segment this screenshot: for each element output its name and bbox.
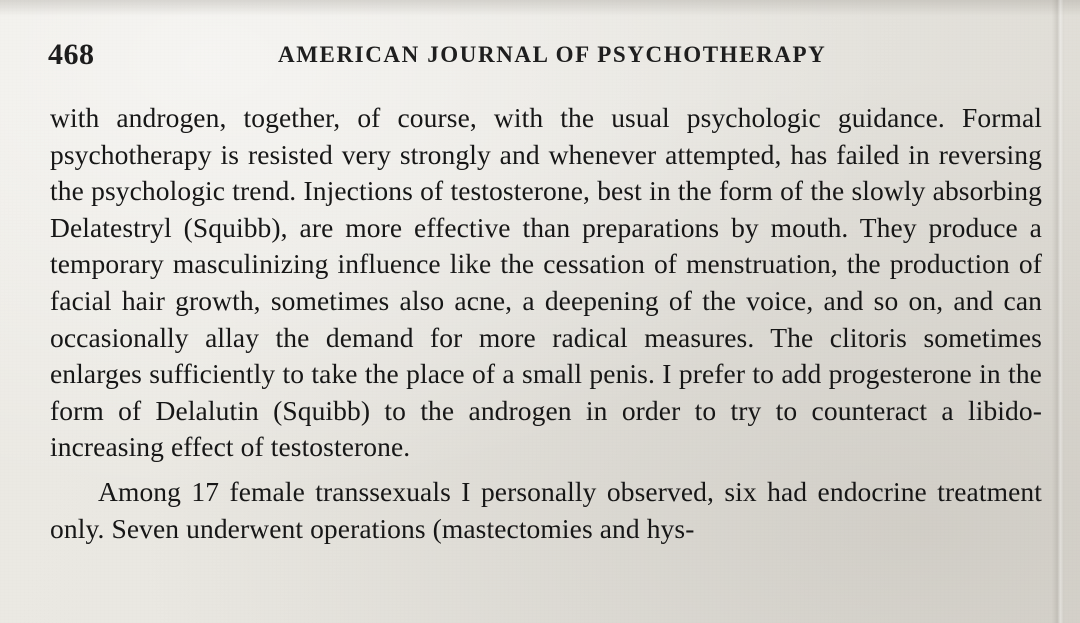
running-head <box>0 38 1080 72</box>
page-crease <box>1052 0 1064 623</box>
paragraph: with androgen, together, of course, with the usual psychologic guidance. Formal psychotherapy is resisted very strongly and whenever attempted, has failed in reversing the psychologic trend. Injections of testosterone, best in the form of the slowly absorbing Delatestryl (Squibb), are more effective than preparations by mouth. They produce a temporary masculinizing influence like the cessation of menstruation, the production of facial hair growth, sometimes also acne, a deepening of the voice, and so on, and can occasionally allay the demand for more radical measures. The clitoris sometimes enlarges sufficiently to take the place of a small penis. I prefer to add progesterone in the form of Delalutin (Squibb) to the androgen in order to try to counteract a libido-increasing effect of testosterone. <box>50 102 1042 463</box>
page-top-shadow <box>0 0 1080 16</box>
page-number: 468 <box>48 38 95 71</box>
journal-title: AMERICAN JOURNAL OF PSYCHOTHERAPY <box>278 42 827 67</box>
body-text <box>50 100 1042 547</box>
paragraph: Among 17 female transsexuals I personally observed, six had endocrine treatment only. Seven underwent operations (mastectomies and hys- <box>50 475 1042 544</box>
